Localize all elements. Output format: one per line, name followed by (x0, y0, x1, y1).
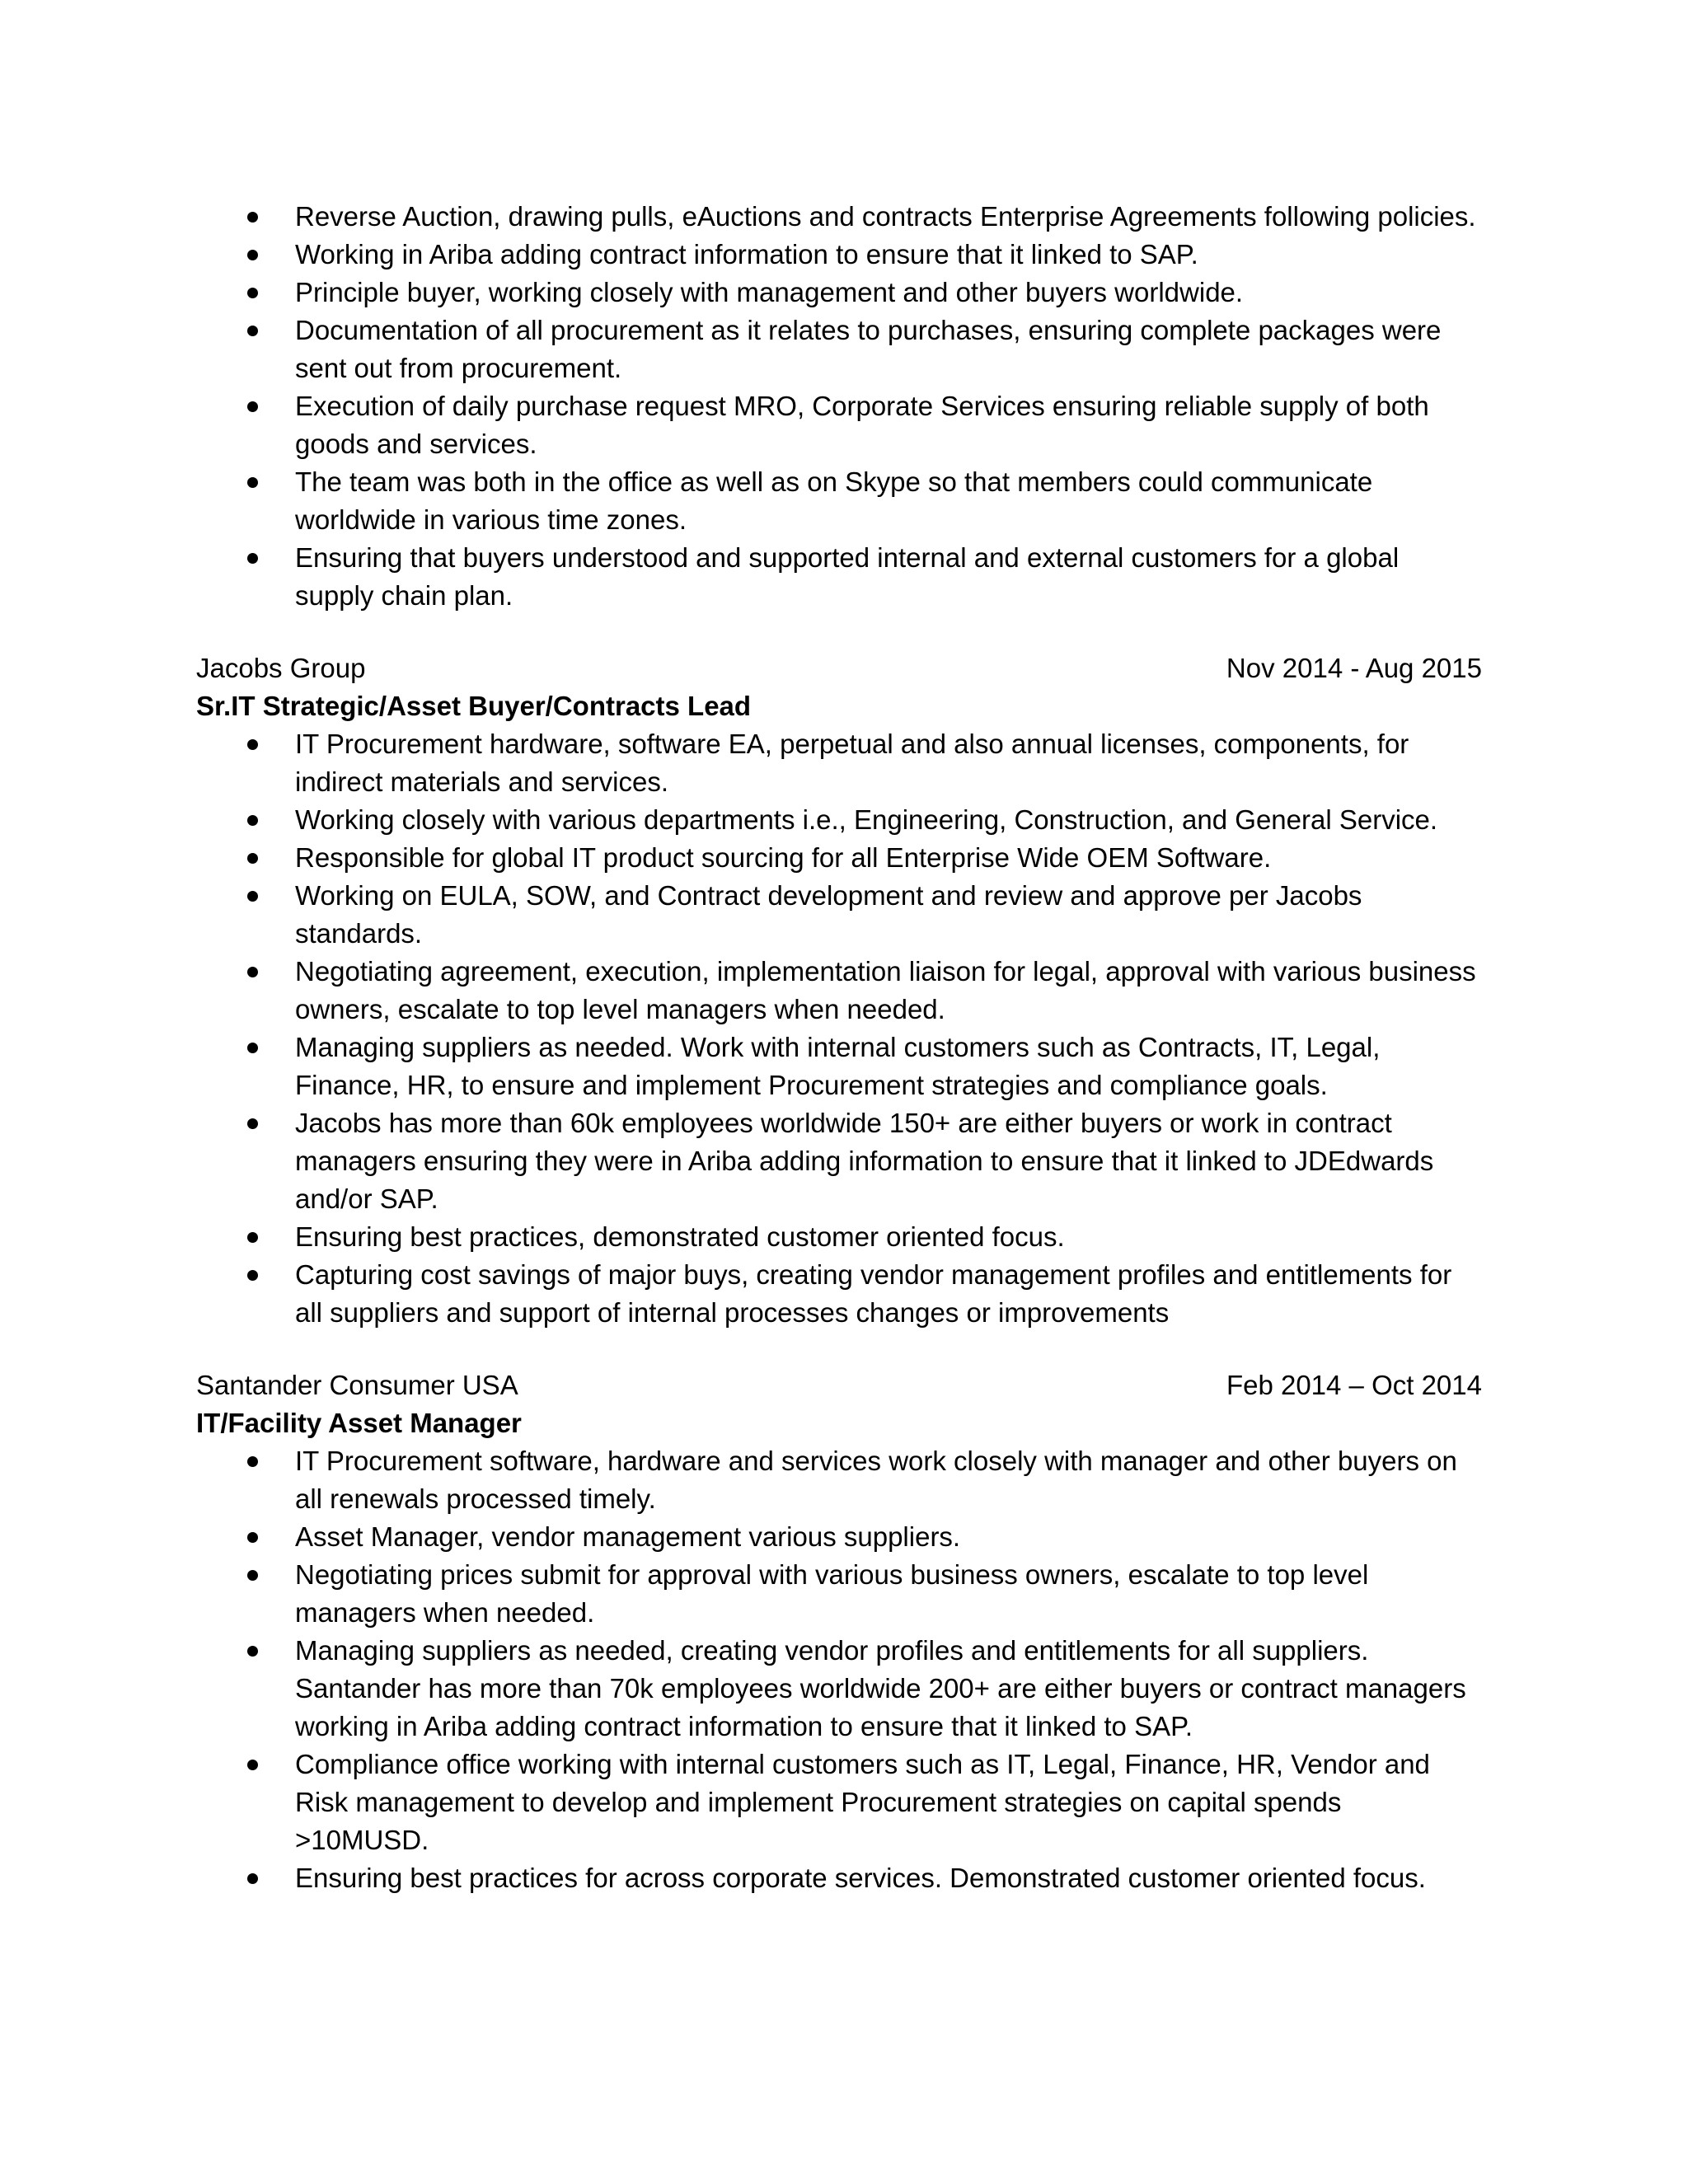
intro-bullet-list (196, 198, 1482, 615)
bullet-text: Capturing cost savings of major buys, creating vendor management profiles and entitlements for all suppliers and support of internal processes changes or improvements (295, 1259, 1452, 1328)
bullet-text: Compliance office working with internal customers such as IT, Legal, Finance, HR, Vendor and Risk management to develop and implement Procurement strategies on capital spends >10MUSD. (295, 1749, 1430, 1855)
bullet-icon (247, 326, 258, 336)
job-title: Sr.IT Strategic/Asset Buyer/Contracts Lead (196, 691, 752, 721)
list-item (196, 539, 1482, 615)
bullet-text: Ensuring best practices, demonstrated customer oriented focus. (295, 1221, 1065, 1252)
job-dates: Feb 2014 – Oct 2014 (1226, 1370, 1482, 1400)
bullet-text: Asset Manager, vendor management various suppliers. (295, 1521, 961, 1552)
bullet-icon (247, 967, 258, 977)
job-bullet-list (196, 1442, 1482, 1897)
list-item (196, 1746, 1482, 1859)
resume-content (196, 198, 1482, 1897)
list-item (196, 274, 1482, 312)
bullet-icon (247, 250, 258, 260)
bullet-icon (247, 1646, 258, 1657)
list-item (196, 1518, 1482, 1556)
bullet-icon (247, 853, 258, 864)
bullet-text: Ensuring best practices for across corporate services. Demonstrated customer oriented focus. (295, 1863, 1426, 1893)
list-item (196, 463, 1482, 539)
bullet-text: Managing suppliers as needed, creating vendor profiles and entitlements for all suppliers. Santander has more than 70k employees worldwide 200+ are either buyers or contract managers working in Ariba adding contract information to ensure that it linked to SAP. (295, 1635, 1466, 1741)
bullet-icon (247, 815, 258, 826)
list-item (196, 953, 1482, 1029)
job-jacobs-group (196, 649, 1482, 1332)
bullet-text: Working on EULA, SOW, and Contract development and review and approve per Jacobs standards. (295, 880, 1362, 949)
bullet-text: Reverse Auction, drawing pulls, eAuctions and contracts Enterprise Agreements following policies. (295, 201, 1476, 232)
list-item (196, 725, 1482, 801)
list-item (196, 312, 1482, 387)
bullet-icon (247, 477, 258, 488)
company-name: Jacobs Group (196, 653, 366, 683)
bullet-icon (247, 401, 258, 412)
bullet-icon (247, 1532, 258, 1543)
bullet-icon (247, 739, 258, 750)
bullet-text: Ensuring that buyers understood and supported internal and external customers for a global supply chain plan. (295, 542, 1400, 611)
bullet-icon (247, 1270, 258, 1281)
list-item (196, 1442, 1482, 1518)
list-item (196, 1104, 1482, 1218)
job-title: IT/Facility Asset Manager (196, 1408, 522, 1438)
bullet-icon (247, 1873, 258, 1884)
list-item (196, 1256, 1482, 1332)
bullet-icon (247, 212, 258, 223)
bullet-icon (247, 1232, 258, 1243)
bullet-text: Negotiating prices submit for approval with various business owners, escalate to top level managers when needed. (295, 1559, 1369, 1628)
job-santander-consumer-usa (196, 1366, 1482, 1897)
job-dates: Nov 2014 - Aug 2015 (1226, 653, 1482, 683)
list-item (196, 1029, 1482, 1104)
bullet-icon (247, 1043, 258, 1053)
job-bullet-list (196, 725, 1482, 1332)
bullet-text: IT Procurement software, hardware and services work closely with manager and other buyers on all renewals processed timely. (295, 1446, 1457, 1514)
company-name: Santander Consumer USA (196, 1370, 518, 1400)
list-item (196, 1556, 1482, 1632)
list-item (196, 387, 1482, 463)
list-item (196, 1218, 1482, 1256)
list-item (196, 236, 1482, 274)
bullet-icon (247, 553, 258, 564)
bullet-text: Execution of daily purchase request MRO, Corporate Services ensuring reliable supply of both goods and services. (295, 391, 1429, 459)
bullet-text: Responsible for global IT product sourcing for all Enterprise Wide OEM Software. (295, 842, 1272, 873)
bullet-icon (247, 1760, 258, 1770)
list-item (196, 198, 1482, 236)
list-item (196, 1859, 1482, 1897)
bullet-text: Principle buyer, working closely with management and other buyers worldwide. (295, 277, 1244, 307)
job-header (196, 649, 1482, 687)
bullet-text: Working in Ariba adding contract information to ensure that it linked to SAP. (295, 239, 1198, 269)
list-item (196, 801, 1482, 839)
bullet-text: Working closely with various departments i.e., Engineering, Construction, and General Service. (295, 804, 1438, 835)
bullet-text: Managing suppliers as needed. Work with internal customers such as Contracts, IT, Legal, Finance, HR, to ensure and implement Procurement strategies and compliance goals. (295, 1032, 1381, 1100)
bullet-text: Jacobs has more than 60k employees worldwide 150+ are either buyers or work in contract managers ensuring they were in Ariba adding information to ensure that it linked to JDEdwards and/or SAP. (295, 1108, 1434, 1214)
bullet-text: The team was both in the office as well as on Skype so that members could communicate worldwide in various time zones. (295, 466, 1373, 535)
bullet-icon (247, 891, 258, 902)
list-item (196, 839, 1482, 877)
list-item (196, 1632, 1482, 1746)
bullet-text: Documentation of all procurement as it relates to purchases, ensuring complete packages were sent out from procurement. (295, 315, 1442, 383)
job-header (196, 1366, 1482, 1404)
bullet-icon (247, 1570, 258, 1581)
bullet-text: IT Procurement hardware, software EA, perpetual and also annual licenses, components, for indirect materials and services. (295, 729, 1409, 797)
bullet-text: Negotiating agreement, execution, implementation liaison for legal, approval with various business owners, escalate to top level managers when needed. (295, 956, 1476, 1024)
list-item (196, 877, 1482, 953)
bullet-icon (247, 1118, 258, 1129)
bullet-icon (247, 288, 258, 298)
bullet-icon (247, 1456, 258, 1467)
